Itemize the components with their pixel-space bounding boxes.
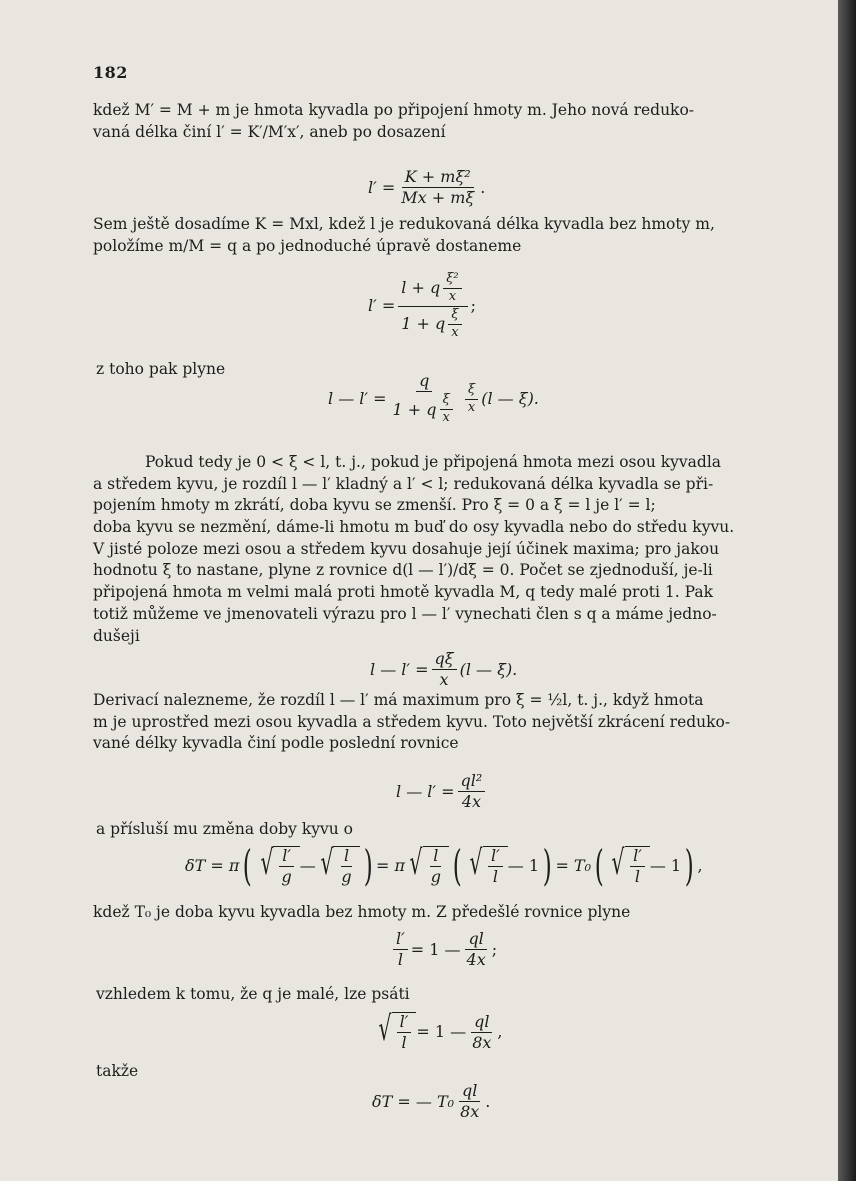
sqrt: √ $\frac{l}{g}$ (316, 846, 360, 887)
fraction (338, 847, 354, 887)
fraction (457, 1082, 482, 1122)
page-edge-shadow (838, 0, 856, 1181)
denominator: Mx + mξ (401, 188, 475, 208)
paragraph-5 (93, 902, 793, 924)
numerator: l (430, 847, 441, 867)
numerator: ql² (458, 772, 486, 792)
fraction (630, 847, 645, 887)
denominator: l (634, 867, 641, 886)
eq-lhs: l — l′ = (396, 781, 455, 801)
paragraph-3 (93, 452, 793, 647)
numerator: K + mξ² (402, 168, 474, 188)
denominator: g (430, 867, 441, 886)
operator: = T₀ (555, 855, 592, 875)
numerator: ql (471, 1013, 492, 1033)
fraction (488, 847, 503, 887)
paragraph-4 (93, 690, 793, 755)
numerator: l′ (488, 847, 503, 867)
equation-6 (185, 841, 703, 890)
numerator-part: l + q (401, 278, 441, 298)
text-line: totiž můžeme ve jmenovateli výrazu pro l — l′ vynechati člen s q a máme jedno- (93, 604, 717, 623)
fraction (428, 847, 444, 887)
operator: = π (376, 855, 406, 875)
inner-fraction (448, 308, 461, 341)
denominator: 8x (472, 1032, 492, 1052)
denominator: 4x (461, 792, 482, 812)
denominator: x (448, 288, 457, 304)
paren-open: ( (243, 841, 253, 890)
page-number: 182 (93, 63, 128, 82)
text-line: Derivací nalezneme, že rozdíl l — l′ má maximum pro ξ = ½l, t. j., když hmota (93, 691, 704, 709)
denominator: 8x (460, 1102, 480, 1122)
eq-lhs: l — l′ = (328, 388, 387, 408)
sqrt: √ $\frac{l'}{l}$ (374, 1012, 416, 1053)
denominator: g (281, 867, 292, 886)
text-line: a přísluší mu změna doby kyvu o (96, 820, 353, 838)
eq-tail: (l — ξ). (481, 388, 539, 408)
numerator: l′ (393, 930, 408, 950)
punct: . (485, 1091, 491, 1111)
text-line: Sem ještě dosadíme K = Mxl, kdež l je redukovaná délka kyvadla bez hmoty m, (93, 215, 715, 233)
paren-close: ) (542, 841, 552, 890)
eq-tail: (l — ξ). (459, 659, 518, 679)
denominator: g (341, 867, 352, 886)
paren-open: ( (594, 841, 604, 890)
text-line: z toho pak plyne (96, 360, 226, 378)
eq-lhs: l — l′ = (370, 659, 429, 679)
punct: , (497, 1022, 503, 1042)
paragraph-2 (93, 214, 793, 257)
fraction (393, 930, 408, 970)
text-line: kdež T₀ je doba kyvu kyvadla bez hmoty m. Z předešlé rovnice plyne (93, 903, 631, 921)
punct: ; (491, 939, 498, 959)
denominator: l (492, 867, 498, 886)
eq-lhs: l′ = (368, 296, 396, 316)
text-line: položíme m/M = q a po jednoduché úpravě dostaneme (93, 236, 522, 255)
equation-7 (390, 930, 497, 970)
equation-4 (370, 650, 517, 690)
fraction (458, 772, 486, 812)
text-line: Pokud tedy je 0 < ξ < l, t. j., pokud je připojená hmota mezi osou kyvadla (145, 453, 722, 471)
operator: = 1 — (416, 1022, 467, 1042)
numerator: l′ (630, 847, 645, 867)
operator: — (299, 855, 316, 875)
sqrt: √ $\frac{l}{g}$ (405, 846, 449, 887)
denominator: l (401, 1033, 407, 1053)
text-line: pojením hmoty m zkrátí, doba kyvu se zmenší. Pro ξ = 0 a ξ = l je l′ = l; (93, 496, 656, 515)
numerator: l′ (397, 1013, 412, 1033)
numerator: ql (465, 930, 486, 950)
punct: , (697, 855, 703, 875)
punct: . (480, 177, 486, 197)
operator: — 1 (507, 855, 540, 875)
numerator: q (416, 372, 432, 392)
sqrt: √ $\frac{l'}{l}$ (465, 846, 507, 887)
numerator: ql (459, 1082, 480, 1102)
paragraph-1 (93, 100, 793, 143)
equation-5 (396, 772, 488, 812)
text-line: takže (96, 1062, 139, 1080)
fraction (398, 168, 477, 208)
text-line: dušeji (93, 626, 140, 645)
paren-close: ) (363, 841, 373, 890)
equation-2 (368, 272, 476, 341)
eq-lhs: δT = — T₀ (372, 1091, 455, 1111)
equation-3 (328, 372, 539, 426)
denominator: x (451, 324, 459, 340)
equation-1 (368, 168, 485, 208)
text-line: m je uprostřed mezi osou kyvadla a středem kyvu. Toto největší zkrácení reduko- (93, 712, 731, 731)
operator: — 1 (649, 855, 682, 875)
paren-close: ) (684, 841, 694, 890)
sqrt: √ $\frac{l'}{l}$ (607, 846, 649, 887)
denominator-part: 1 + q (392, 399, 437, 419)
numerator: ξ (465, 383, 478, 400)
fraction (278, 847, 294, 887)
numerator: ξ² (443, 272, 461, 289)
eq-lhs: δT = π (185, 855, 240, 875)
inner-fraction (440, 393, 453, 426)
fraction (469, 1013, 494, 1053)
fraction (398, 272, 467, 341)
text-line: vzhledem k tomu, že q je malé, lze psáti (96, 985, 410, 1003)
text-line: vaná délka činí l′ = K′/M′x′, aneb po dosazení (93, 122, 446, 141)
eq-lhs: l′ = (368, 177, 396, 197)
denominator-part: 1 + q (401, 314, 446, 334)
denominator: x (439, 670, 449, 690)
text-line: kdež M′ = M + m je hmota kyvadla po připojení hmoty m. Jeho nová reduko- (93, 101, 695, 119)
denominator: l (397, 950, 403, 970)
inner-fraction (443, 272, 461, 305)
equation-8 (374, 1009, 503, 1053)
fraction (390, 372, 459, 426)
sqrt: √ $\frac{l'}{g}$ (256, 846, 300, 887)
fraction (397, 1013, 412, 1053)
text-line: hodnotu ξ to nastane, plyne z rovnice d(l — l′)/dξ = 0. Počet se zjednoduší, je-li (93, 561, 713, 580)
denominator: 4x (466, 950, 486, 970)
numerator: ξ (440, 393, 453, 410)
numerator: ξ (448, 308, 461, 325)
denominator: x (442, 410, 450, 426)
numerator: qξ (432, 650, 457, 670)
denominator: x (467, 399, 476, 415)
text-line: doba kyvu se nezmění, dáme-li hmotu m buď do osy kyvadla nebo do středu kyvu. (93, 518, 735, 537)
text-line: připojená hmota m velmi malá proti hmotě kyvadla M, q tedy malé proti 1. Pak (93, 583, 713, 602)
fraction (432, 650, 457, 690)
numerator: l′ (279, 847, 294, 867)
numerator: l (341, 847, 352, 867)
paren-open: ( (452, 841, 462, 890)
fraction (464, 930, 489, 970)
text-line: a středem kyvu, je rozdíl l — l′ kladný a l′ < l; redukovaná délka kyvadla se při- (93, 474, 714, 493)
operator: = 1 — (410, 939, 461, 959)
fraction (465, 383, 478, 416)
equation-9 (372, 1082, 490, 1122)
text-line: V jisté poloze mezi osou a středem kyvu dosahuje její účinek maxima; pro jakou (93, 539, 720, 558)
text-line: vané délky kyvadla činí podle poslední rovnice (93, 734, 459, 753)
punct: ; (470, 296, 476, 316)
